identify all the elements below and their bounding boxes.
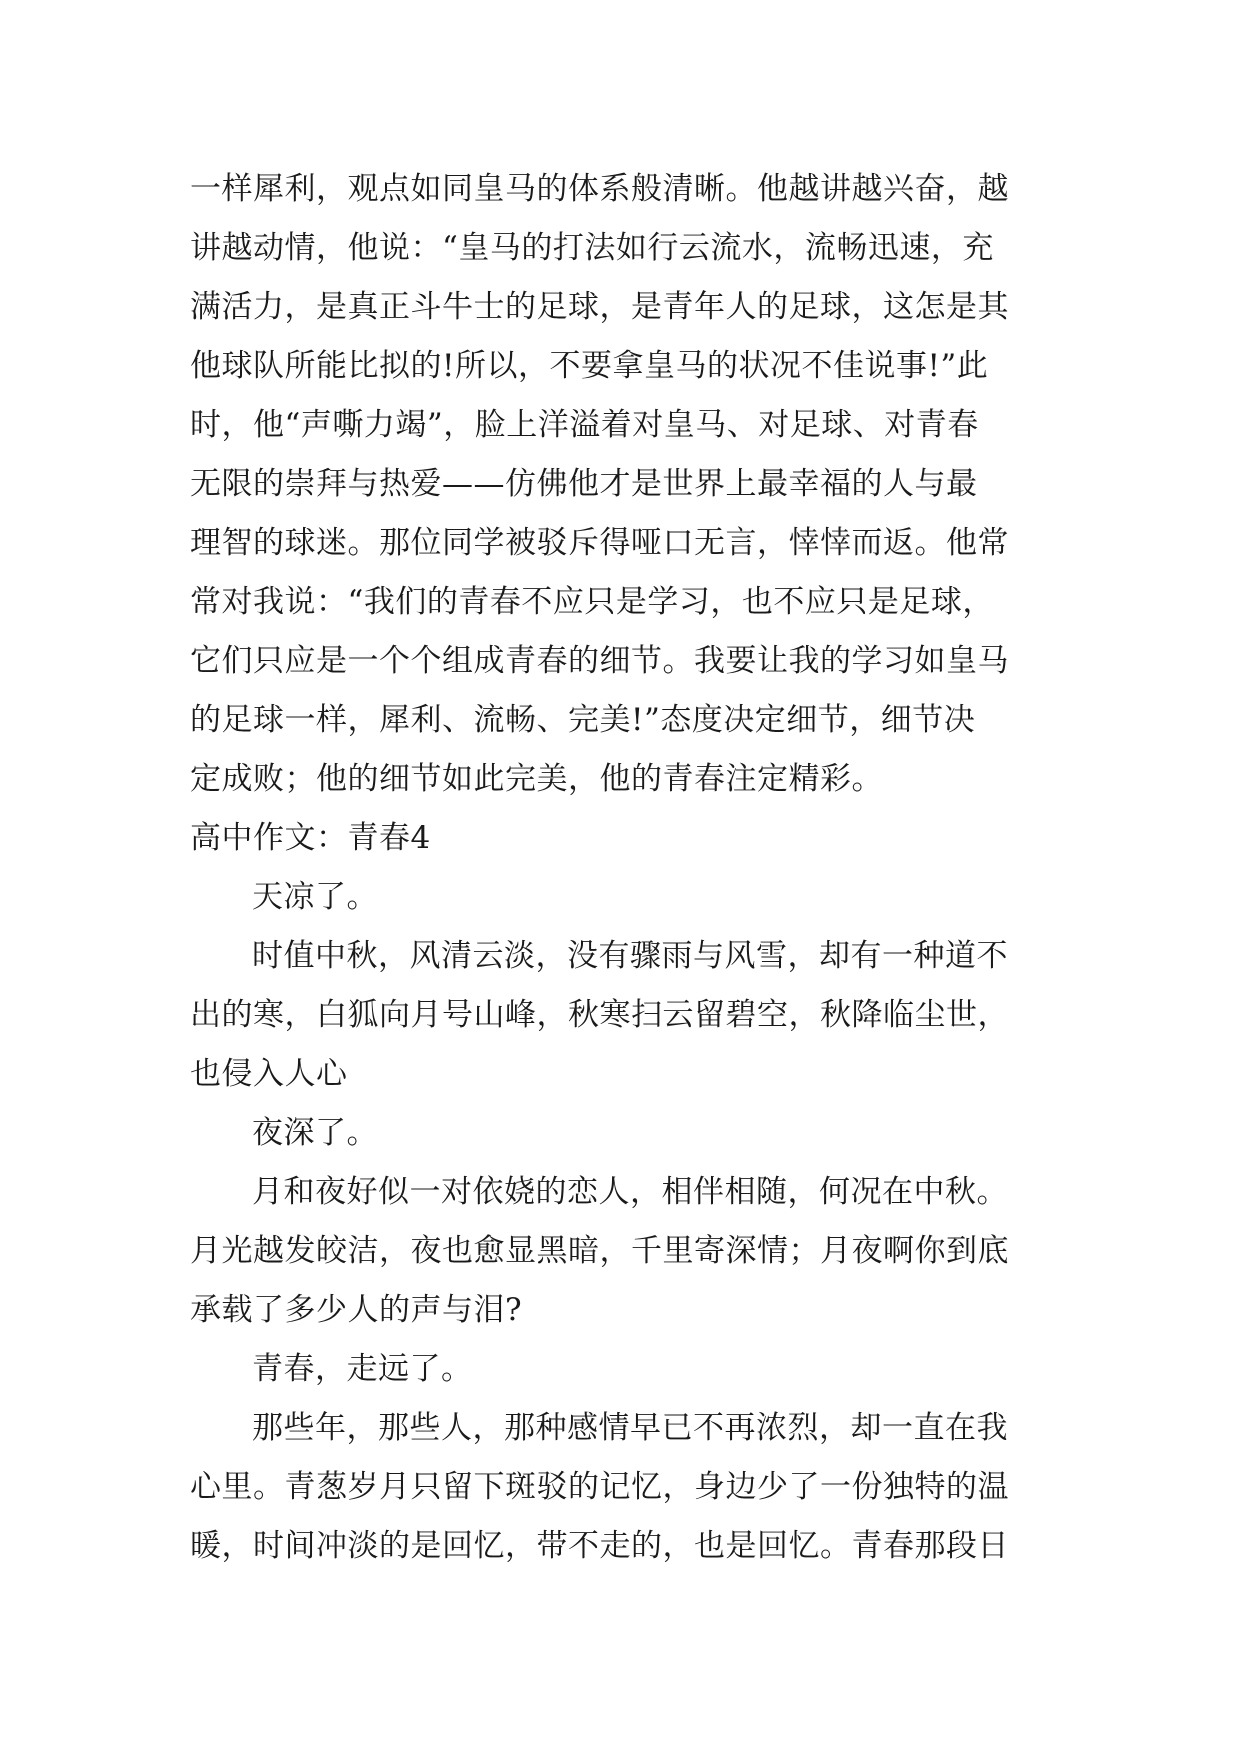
text-line: 也侵入人心: [190, 1056, 348, 1092]
text-line: 他球队所能比拟的!所以，不要拿皇马的状况不佳说事!”此: [190, 348, 989, 384]
text-line: 的足球一样，犀利、流畅、完美!”态度决定细节，细节决: [190, 702, 976, 738]
text-line: 常对我说：“我们的青春不应只是学习，也不应只是足球，: [190, 584, 994, 620]
text-line: 它们只应是一个个组成青春的细节。我要让我的学习如皇马: [190, 643, 1009, 679]
text-line: 满活力，是真正斗牛士的足球，是青年人的足球，这怎是其: [190, 289, 1009, 325]
text-line: 时值中秋，风清云淡，没有骤雨与风雪，却有一种道不: [252, 938, 1008, 974]
text-line: 青春，走远了。: [252, 1351, 473, 1387]
text-line: 暖，时间冲淡的是回忆，带不走的，也是回忆。青春那段日: [190, 1528, 1009, 1564]
text-line: 无限的崇拜与热爱——仿佛他才是世界上最幸福的人与最: [190, 466, 978, 502]
section-heading: 高中作文：青春4: [190, 820, 431, 856]
text-line: 那些年，那些人，那种感情早已不再浓烈，却一直在我: [252, 1410, 1008, 1446]
text-line: 承载了多少人的声与泪?: [190, 1292, 523, 1328]
text-line: 天凉了。: [252, 879, 378, 915]
text-line: 定成败；他的细节如此完美，他的青春注定精彩。: [190, 761, 883, 797]
text-line: 时，他“声嘶力竭”，脸上洋溢着对皇马、对足球、对青春: [190, 407, 979, 443]
text-line: 夜深了。: [252, 1115, 378, 1151]
document-body: [190, 160, 1050, 1576]
text-line: 讲越动情，他说：“皇马的打法如行云流水，流畅迅速，充: [190, 230, 994, 266]
text-line: 心里。青葱岁月只留下斑驳的记忆，身边少了一份独特的温: [190, 1469, 1009, 1505]
text-line: 出的寒，白狐向月号山峰，秋寒扫云留碧空，秋降临尘世，: [190, 997, 1009, 1033]
text-line: 月光越发皎洁，夜也愈显黑暗，千里寄深情；月夜啊你到底: [190, 1233, 1009, 1269]
text-line: 一样犀利，观点如同皇马的体系般清晰。他越讲越兴奋，越: [190, 171, 1009, 207]
text-line: 理智的球迷。那位同学被驳斥得哑口无言，悻悻而返。他常: [190, 525, 1009, 561]
text-line: 月和夜好似一对依娆的恋人，相伴相随，何况在中秋。: [252, 1174, 1008, 1210]
